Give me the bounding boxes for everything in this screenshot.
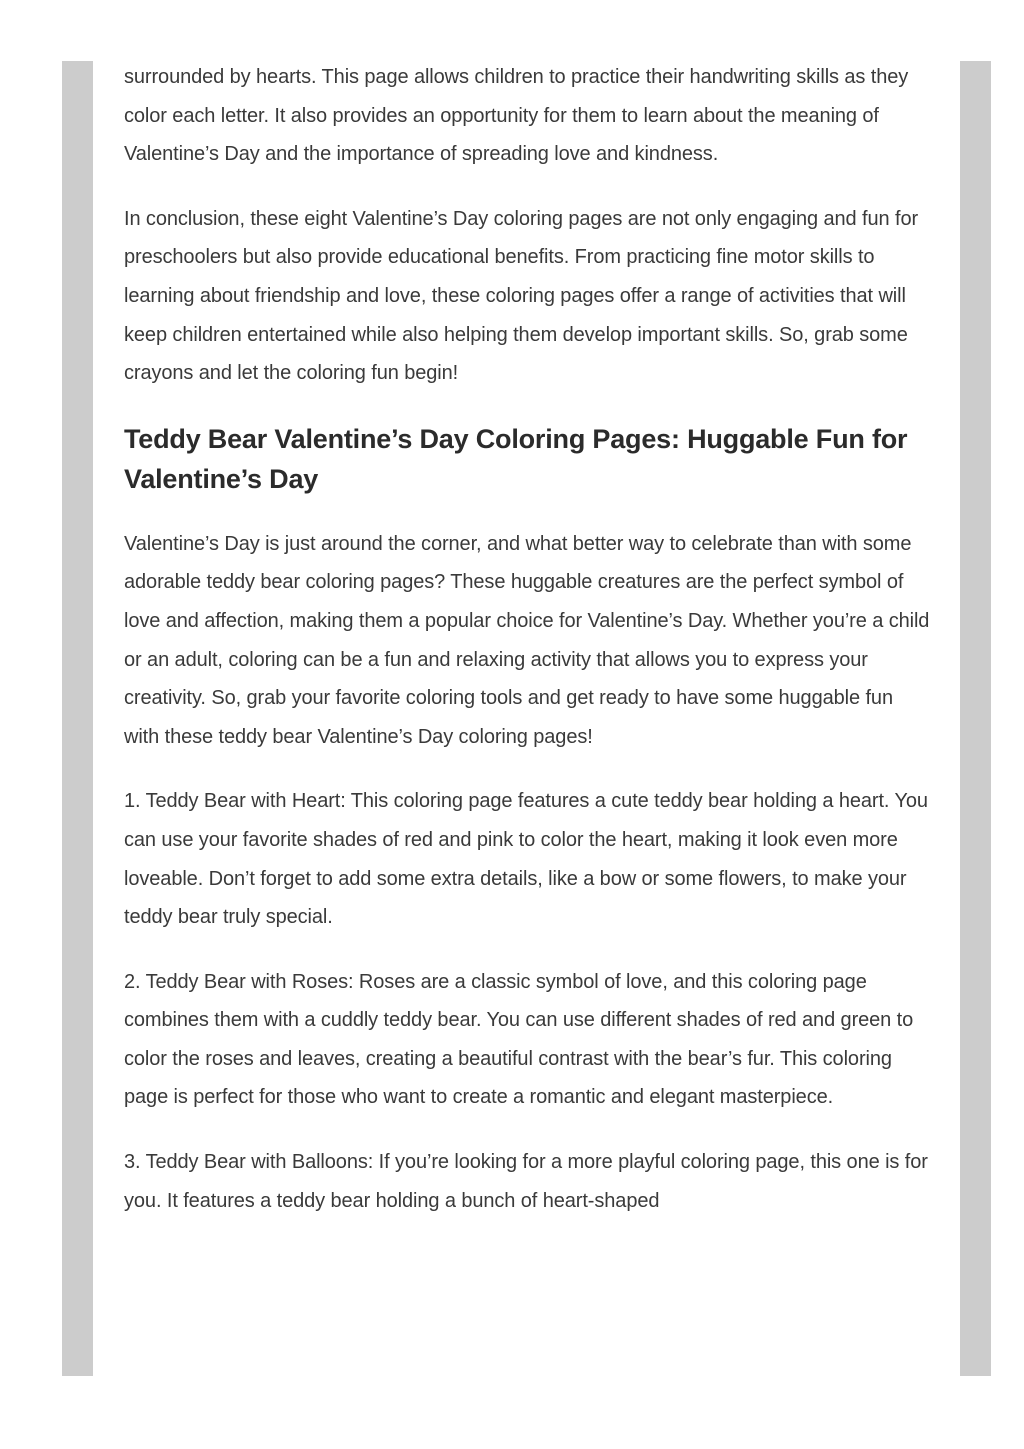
paragraph-item-heart: 1. Teddy Bear with Heart: This coloring page features a cute teddy bear holding a heart. You can use your favorite shades of red and pink to color the heart, making it look even more loveable. Don’t forget to add some extra details, like a bow or some flowers, to make your teddy bear truly special. — [124, 790, 928, 929]
paragraph-handwriting-conclusion: surrounded by hearts. This page allows children to practice their handwriting skills as they color each letter. It also provides an opportunity for them to learn about the meaning of Valentine’s Day and the importance of spreading love and kindness. — [124, 66, 909, 166]
left-margin-bar — [62, 61, 93, 1376]
right-margin-bar — [960, 61, 991, 1376]
section-heading: Teddy Bear Valentine’s Day Coloring Pages: Huggable Fun for Valentine’s Day — [124, 423, 908, 494]
paragraph-intro: Valentine’s Day is just around the corner, and what better way to celebrate than with some adorable teddy bear coloring pages? These huggable creatures are the perfect symbol of love and affection, making them a popular choice for Valentine’s Day. Whether you’re a child or an adult, coloring can be a fun and relaxing activity that allows you to express your creativity. So, grab your favorite coloring tools and get ready to have some huggable fun with these teddy bear Valentine’s Day coloring pages! — [124, 532, 930, 748]
paragraph-conclusion: In conclusion, these eight Valentine’s Day coloring pages are not only engaging and fun for preschoolers but also provide educational benefits. From practicing fine motor skills to learning about friendship and love, these coloring pages offer a range of activities that will keep children entertained while also helping them develop important skills. So, grab some crayons and let the coloring fun begin! — [124, 207, 919, 385]
paragraph-item-balloons: 3. Teddy Bear with Balloons: If you’re looking for a more playful coloring page, this one is for you. It features a teddy bear holding a bunch of heart-shaped — [124, 1151, 928, 1212]
article-body — [124, 58, 932, 1246]
paragraph-item-roses: 2. Teddy Bear with Roses: Roses are a classic symbol of love, and this coloring page combines them with a cuddly teddy bear. You can use different shades of red and green to color the roses and leaves, creating a beautiful contrast with the bear’s fur. This coloring page is perfect for those who want to create a romantic and elegant masterpiece. — [124, 970, 914, 1109]
